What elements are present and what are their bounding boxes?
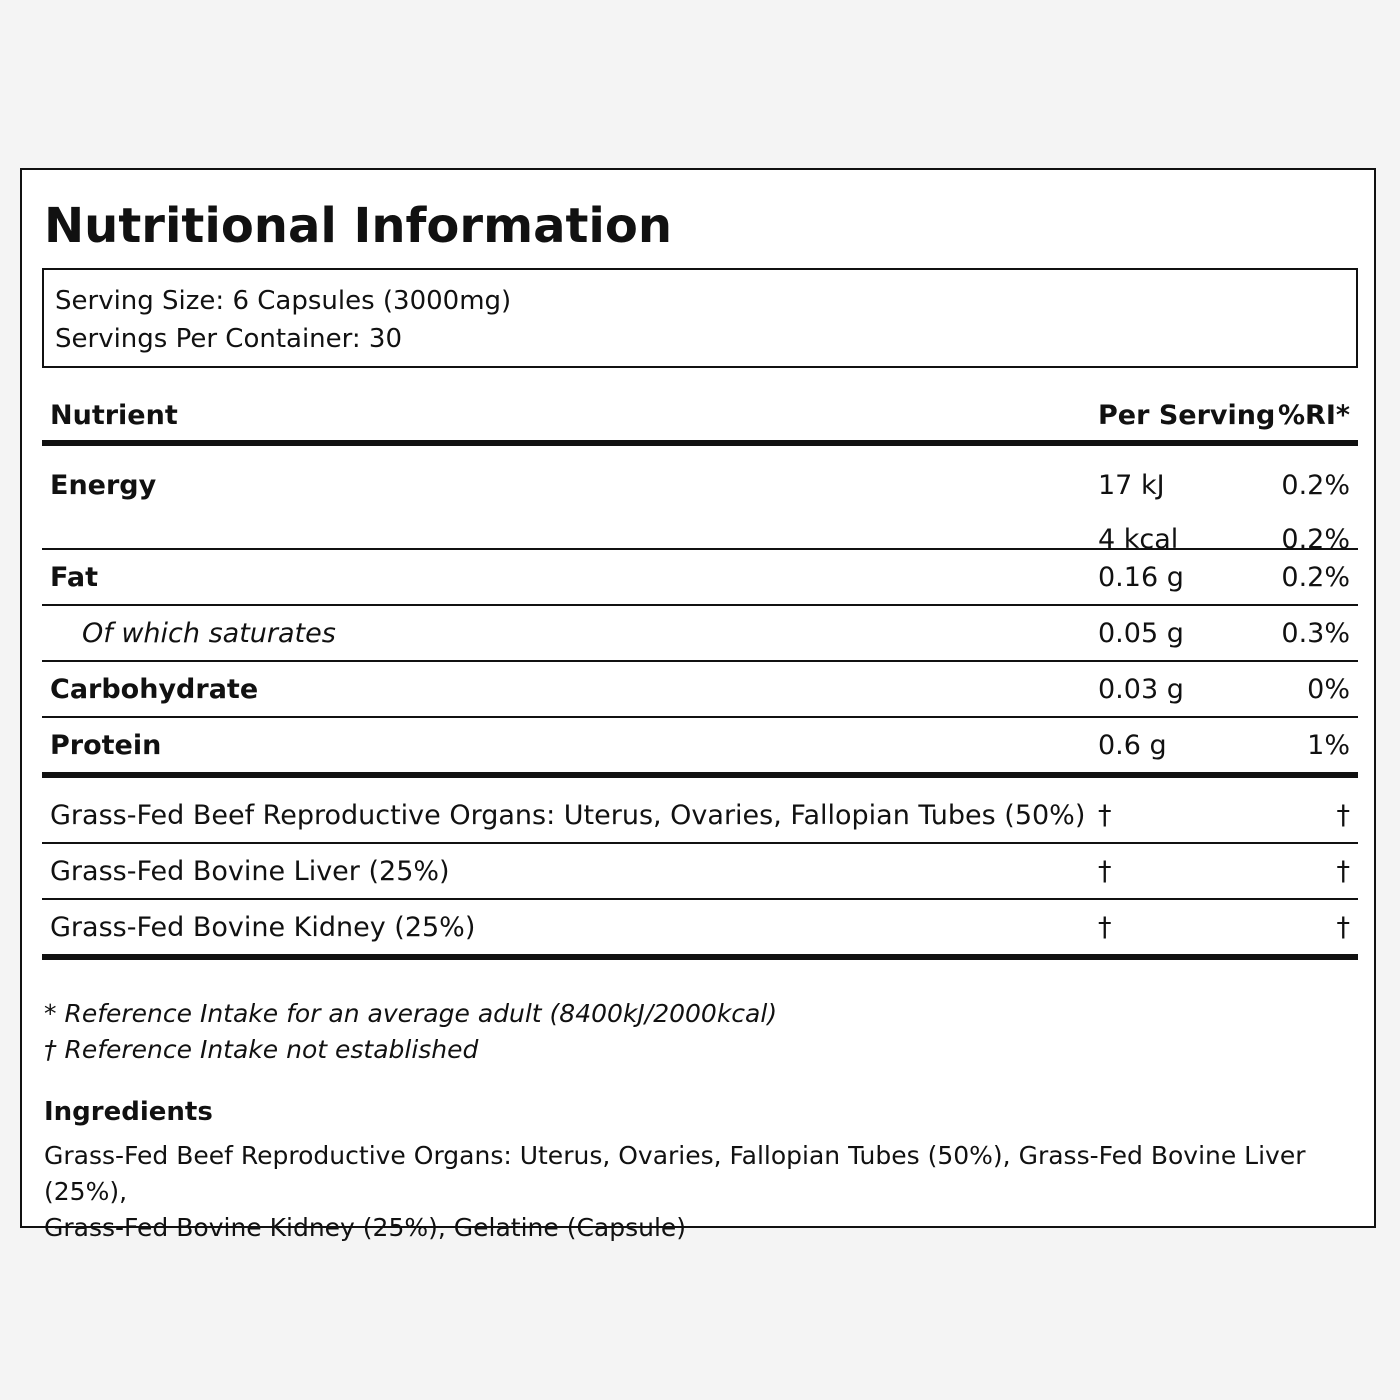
table-row-ingredient: [42, 778, 1358, 844]
table-row-protein: [42, 718, 1358, 778]
per-serving-value: 0.03 g: [1098, 674, 1184, 705]
nutrient-name: Of which saturates: [82, 618, 336, 649]
ri-value: †: [1336, 912, 1350, 943]
ingredients-text: [44, 1138, 1354, 1246]
ingredient-name: Grass-Fed Bovine Kidney (25%): [50, 912, 476, 943]
per-serving-value: 0.6 g: [1098, 730, 1167, 761]
ri-value: 0.3%: [1281, 618, 1350, 649]
ri-value: 1%: [1307, 730, 1350, 761]
serving-info-box: [42, 268, 1358, 368]
header-per-serving: Per Serving: [1098, 400, 1276, 431]
ingredients-line: Grass-Fed Bovine Kidney (25%), Gelatine (Capsule): [44, 1213, 687, 1242]
ri-value: †: [1336, 800, 1350, 831]
header-ri: %RI*: [1277, 400, 1350, 431]
table-row-carbohydrate: [42, 662, 1358, 718]
per-serving-value: †: [1098, 800, 1112, 831]
ri-value: 0%: [1307, 674, 1350, 705]
nutrient-name: Fat: [50, 562, 98, 593]
per-serving-value: 0.16 g: [1098, 562, 1184, 593]
ingredient-name: Grass-Fed Beef Reproductive Organs: Uterus, Ovaries, Fallopian Tubes (50%): [50, 800, 1086, 831]
per-serving-value: †: [1098, 912, 1112, 943]
table-row-energy: [42, 446, 1358, 555]
panel-title: Nutritional Information: [44, 198, 673, 254]
nutrition-panel: [20, 168, 1376, 1242]
serving-size: Serving Size: 6 Capsules (3000mg): [55, 286, 512, 316]
ri-value: 0.2%: [1281, 470, 1350, 501]
nutrient-name: Energy: [50, 470, 157, 501]
ri-value: 0.2%: [1281, 562, 1350, 593]
per-serving-value: 4 kcal: [1098, 524, 1179, 555]
table-row-ingredient: [42, 900, 1358, 960]
ingredient-name: Grass-Fed Bovine Liver (25%): [50, 856, 450, 887]
per-serving-value: 0.05 g: [1098, 618, 1184, 649]
table-row-ingredient: [42, 844, 1358, 900]
header-nutrient: Nutrient: [50, 400, 178, 431]
footnotes: [44, 996, 777, 1068]
per-serving-value: †: [1098, 856, 1112, 887]
table-header: [42, 392, 1358, 446]
footnote-ri: * Reference Intake for an average adult (8400kJ/2000kcal): [44, 999, 778, 1028]
ri-value: †: [1336, 856, 1350, 887]
ingredients-title: Ingredients: [44, 1097, 213, 1127]
ingredients-line: Grass-Fed Beef Reproductive Organs: Uterus, Ovaries, Fallopian Tubes (50%), Grass-Fed Bovine Liver (25%),: [44, 1141, 1306, 1206]
servings-per-container: Servings Per Container: 30: [55, 324, 403, 354]
ri-value: 0.2%: [1281, 524, 1350, 555]
nutrition-table: [42, 392, 1358, 960]
per-serving-value: 17 kJ: [1098, 470, 1165, 501]
nutrient-name: Carbohydrate: [50, 674, 259, 705]
footnote-dagger: † Reference Intake not established: [44, 1035, 479, 1064]
nutrient-name: Protein: [50, 730, 162, 761]
table-row-saturates: [42, 606, 1358, 662]
table-row-fat: [42, 550, 1358, 606]
